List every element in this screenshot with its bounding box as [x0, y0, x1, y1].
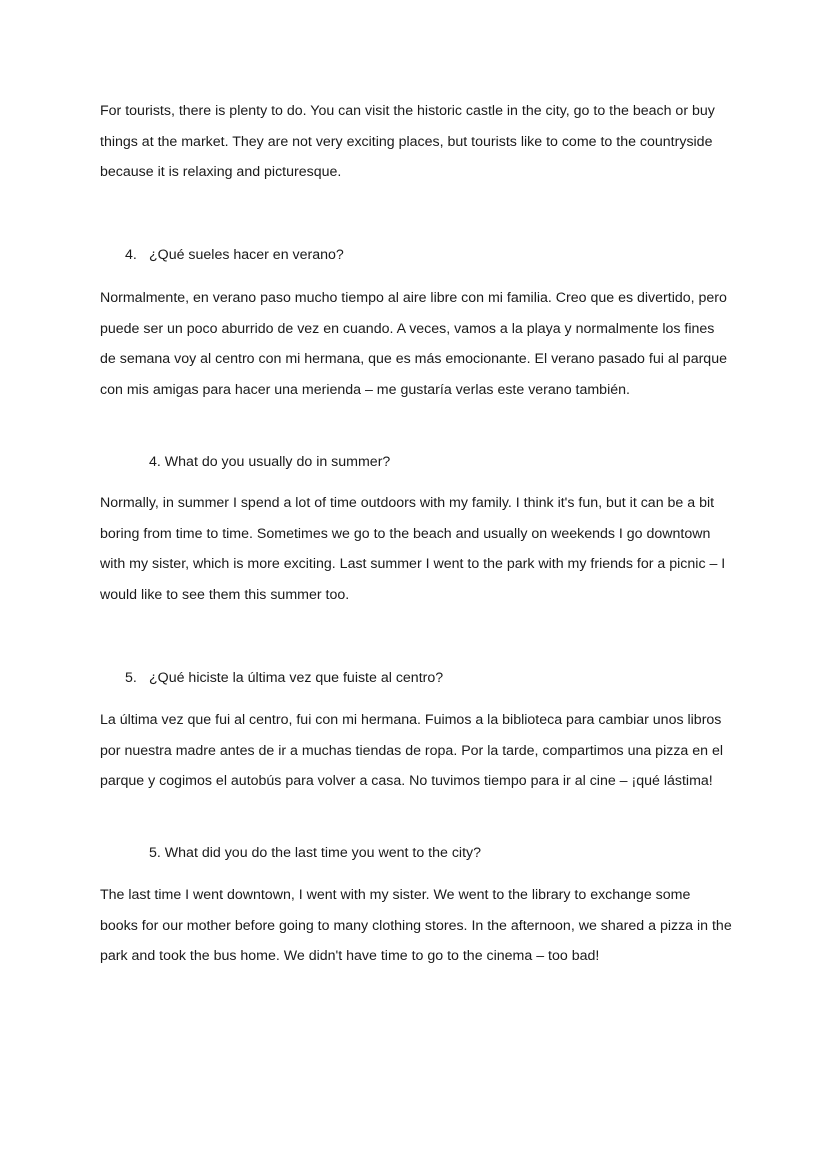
question-5-text-en: 5. What did you do the last time you went to the city? [149, 845, 482, 861]
question-5-heading [125, 668, 443, 688]
question-4-heading [125, 245, 344, 265]
answer-4-es: Normalmente, en verano paso mucho tiempo al aire libre con mi familia. Creo que es divertido, pero puede ser un poco aburrido de vez en cuando. A veces, vamos a la playa y normalmente los fines de semana voy al centro con mi hermana, que es más emocionante. El verano pasado fui al parque con mis amigas para hacer una merienda – me gustaría verlas este verano también. [100, 290, 727, 398]
tourists-paragraph: For tourists, there is plenty to do. You can visit the historic castle in the city, go to the beach or buy things at the market. They are not very exciting places, but tourists like to come to the countryside because it is relaxing and picturesque. [100, 103, 715, 180]
answer-4-en: Normally, in summer I spend a lot of time outdoors with my family. I think it's fun, but it can be a bit boring from time to time. Sometimes we go to the beach and usually on weekends I go downtown with my sister, which is more exciting. Last summer I went to the park with my friends for a picnic – I would like to see them this summer too. [100, 495, 726, 603]
question-4-text-en: 4. What do you usually do in summer? [149, 454, 391, 470]
answer-5-en: The last time I went downtown, I went with my sister. We went to the library to exchange some books for our mother before going to many clothing stores. In the afternoon, we shared a pizza in the park and took the bus home. We didn't have time to go to the cinema – too bad! [100, 887, 732, 964]
question-4-text-es: ¿Qué sueles hacer en verano? [149, 247, 344, 263]
question-5-text-es: ¿Qué hiciste la última vez que fuiste al centro? [149, 670, 444, 686]
answer-5-es: La última vez que fui al centro, fui con mi hermana. Fuimos a la biblioteca para cambiar unos libros por nuestra madre antes de ir a muchas tiendas de ropa. Por la tarde, compartimos una pizza en el parque y cogimos el autobús para volver a casa. No tuvimos tiempo para ir al cine – ¡qué lástima! [100, 712, 724, 789]
question-4-number: 4. [125, 247, 137, 263]
question-5-number: 5. [125, 670, 137, 686]
